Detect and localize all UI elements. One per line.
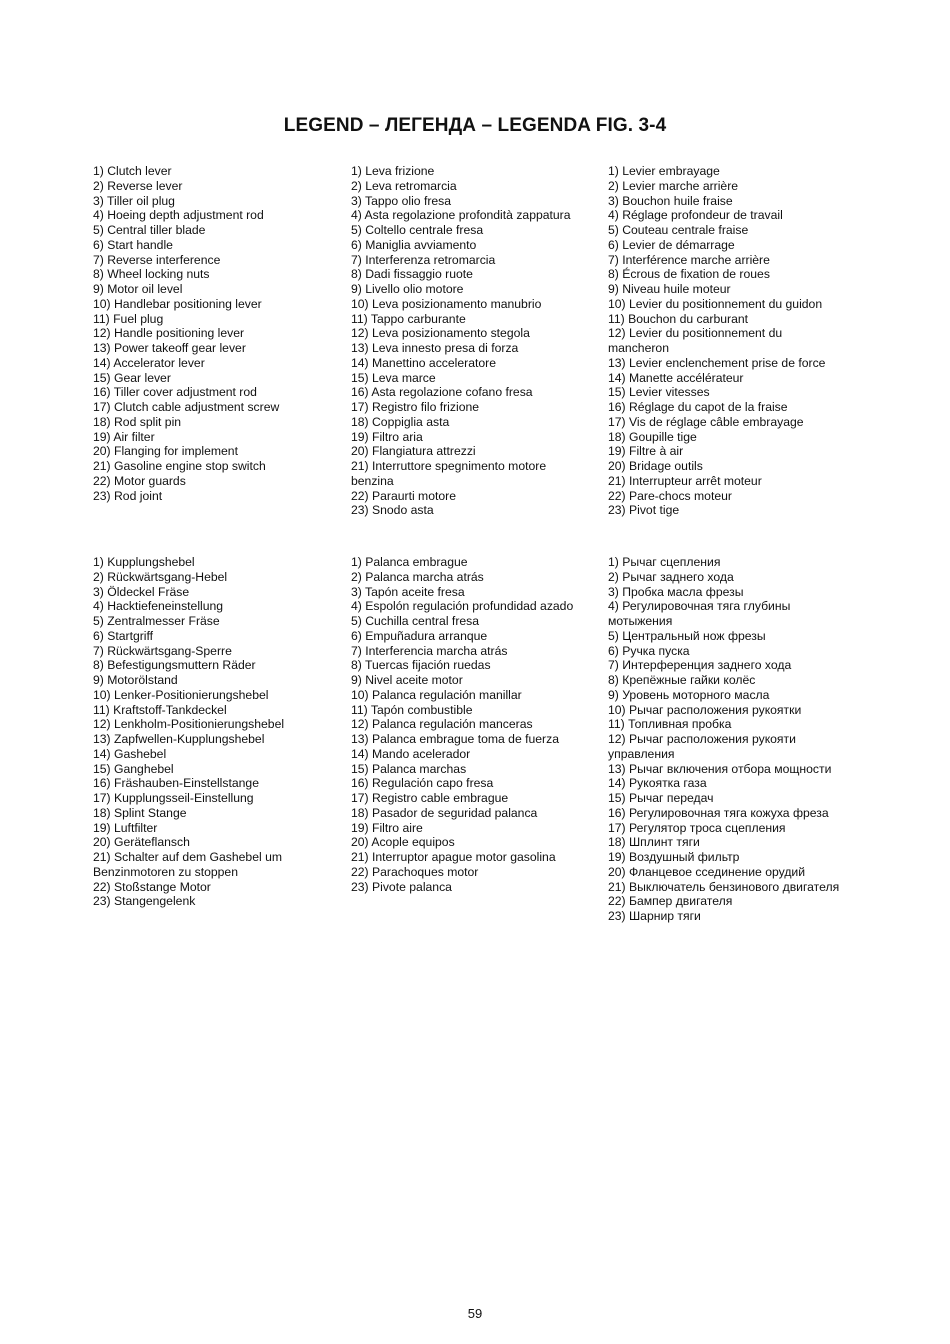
legend-item: 7) Interférence marche arrière [608,252,770,267]
legend-item: 12) Palanca regulación manceras [351,717,533,732]
legend-item: 11) Fuel plug [93,311,164,326]
legend-item: 10) Lenker-Positionierungshebel [93,687,269,702]
legend-item: 12) Рычаг расположения рукояти [608,732,796,746]
legend-item: 3) Tiller oil plug [93,193,175,208]
legend-item: 2) Рычаг заднего хода [608,569,734,584]
legend-item: 4) Регулировочная тяга глубины [608,599,791,614]
page-title: LEGEND – ЛЕГЕНДА – LEGENDA FIG. 3-4 [283,115,667,136]
legend-item: 8) Крепёжные гайки колёс [608,673,756,687]
legend-item: 12) Leva posizionamento stegola [351,326,530,341]
legend-column-french [608,164,860,518]
legend-item: 20) Bridage outils [608,459,703,473]
legend-item: 15) Рычаг передач [608,791,714,805]
legend-item: 17) Registro cable embrague [351,791,509,805]
legend-item: 18) Goupille tige [608,429,697,444]
legend-item: 19) Air filter [93,429,155,444]
legend-item: 16) Regulación capo fresa [351,776,494,791]
legend-item: 9) Nivel aceite motor [351,673,463,687]
legend-item: 5) Central tiller blade [93,223,206,237]
legend-item: 9) Уровень моторного масла [608,687,770,702]
legend-item: 22) Parachoques motor [351,864,479,879]
legend-item: 15) Leva marce [351,370,436,385]
legend-item: 13) Levier enclenchement prise de force [608,355,826,370]
legend-item: 18) Шплинт тяги [608,835,700,850]
legend-item: 3) Tappo olio fresa [351,193,452,208]
legend-item: 14) Manette accélérateur [608,370,744,385]
legend-item: 2) Levier marche arrière [608,178,739,193]
legend-item: 23) Rod joint [93,488,163,503]
legend-item: 23) Шарнир тяги [608,909,701,923]
legend-item: 21) Interruttore spegnimento motore [351,459,547,473]
legend-item: 11) Bouchon du carburant [608,311,749,326]
legend-item: 4) Espolón regulación profundidad azado [351,599,574,614]
legend-column-italian [351,164,601,518]
legend-item: 13) Рычаг включения отбора мощности [608,761,832,776]
legend-item: 5) Cuchilla central fresa [351,614,480,628]
legend-item: 17) Регулятор троса сцепления [608,820,786,835]
legend-item: 9) Motorölstand [93,673,178,687]
legend-item: 1) Рычаг сцепления [608,555,721,569]
legend-item: 15) Levier vitesses [608,385,710,400]
legend-item: 8) Wheel locking nuts [93,267,210,282]
legend-item: 10) Levier du positionnement du guidon [608,296,823,311]
legend-item: 15) Palanca marchas [351,761,467,776]
legend-item: 19) Воздушный фильтр [608,850,740,864]
legend-column-german [93,555,338,909]
legend-item: 23) Pivot tige [608,503,680,518]
legend-item: 4) Hoeing depth adjustment rod [93,208,264,223]
legend-item: 22) Stoßstange Motor [93,879,211,894]
legend-item: benzina [351,473,394,488]
legend-item: 13) Zapfwellen-Kupplungshebel [93,732,265,746]
legend-item: 20) Flangiatura attrezzi [351,444,476,459]
legend-item: 4) Asta regolazione profondità zappatura [351,208,571,223]
legend-item: 11) Tapón combustible [351,702,473,717]
legend-item: 23) Stangengelenk [93,894,196,909]
legend-item: 19) Filtro aire [351,820,423,835]
legend-item: 18) Pasador de seguridad palanca [351,805,538,820]
legend-item: мотыжения [608,614,673,628]
legend-item: 8) Écrous de fixation de roues [608,267,770,282]
legend-item: 2) Palanca marcha atrás [351,569,484,584]
legend-item: 13) Leva innesto presa di forza [351,341,519,355]
legend-item: 13) Palanca embrague toma de fuerza [351,732,559,746]
legend-item: 15) Gear lever [93,370,171,385]
legend-item: 1) Palanca embrague [351,555,468,569]
legend-item: 8) Befestigungsmuttern Räder [93,658,256,673]
page-number: 59 [467,1306,483,1321]
legend-item: 20) Flanging for implement [93,444,238,459]
legend-item: 14) Accelerator lever [93,355,205,370]
legend-item: управления [608,746,675,761]
legend-item: 5) Zentralmesser Fräse [93,614,220,628]
legend-item: 9) Niveau huile moteur [608,282,731,296]
legend-item: 1) Kupplungshebel [93,555,195,569]
legend-item: mancheron [608,341,669,355]
legend-item: 6) Start handle [93,237,173,252]
legend-column-russian [608,555,860,924]
legend-item: 4) Réglage profondeur de travail [608,208,783,223]
legend-item: 21) Interruptor apague motor gasolina [351,850,556,864]
legend-item: 21) Interrupteur arrêt moteur [608,473,762,488]
legend-item: 22) Pare-chocs moteur [608,488,732,503]
legend-item: 16) Réglage du capot de la fraise [608,400,788,414]
legend-item: 6) Maniglia avviamento [351,237,477,252]
legend-item: 14) Mando acelerador [351,746,471,761]
legend-item: 13) Power takeoff gear lever [93,341,246,355]
legend-item: 14) Gashebel [93,746,167,761]
legend-item: 14) Рукоятка газа [608,776,707,791]
legend-item: 3) Пробка масла фрезы [608,584,744,599]
legend-item: 6) Ручка пуска [608,643,690,658]
legend-item: 8) Tuercas fijación ruedas [351,658,491,673]
legend-item: 3) Bouchon huile fraise [608,193,733,208]
legend-item: 1) Levier embrayage [608,164,720,178]
legend-item: 9) Motor oil level [93,282,183,296]
legend-column-english [93,164,338,503]
legend-item: 6) Startgriff [93,628,154,643]
legend-item: 16) Asta regolazione cofano fresa [351,385,533,400]
legend-item: 21) Gasoline engine stop switch [93,459,266,473]
legend-item: 19) Filtro aria [351,429,423,444]
legend-item: 12) Lenkholm-Positionierungshebel [93,717,285,732]
legend-item: 12) Levier du positionnement du [608,326,783,341]
legend-item: 18) Splint Stange [93,805,187,820]
legend-item: 10) Leva posizionamento manubrio [351,296,542,311]
legend-item: 16) Tiller cover adjustment rod [93,385,257,400]
legend-item: 1) Clutch lever [93,164,172,178]
legend-item: 6) Empuñadura arranque [351,628,488,643]
legend-item: 7) Interferenza retromarcia [351,252,496,267]
legend-item: 4) Hacktiefeneinstellung [93,599,224,614]
legend-item: 21) Выключатель бензинового двигателя [608,879,840,894]
legend-item: 6) Levier de démarrage [608,237,735,252]
legend-item: 23) Snodo asta [351,503,434,518]
legend-item: 11) Топливная пробка [608,717,732,732]
legend-item: 10) Рычаг расположения рукоятки [608,702,802,717]
legend-item: 19) Filtre à air [608,444,684,459]
legend-item: 3) Öldeckel Fräse [93,584,190,599]
legend-item: 19) Luftfilter [93,820,158,835]
legend-item: 2) Leva retromarcia [351,178,457,193]
legend-item: 5) Couteau centrale fraise [608,223,749,237]
legend-item: 20) Фланцевое ссединение орудий [608,864,806,879]
legend-item: 10) Palanca regulación manillar [351,687,522,702]
legend-item: 3) Tapón aceite fresa [351,584,465,599]
legend-item: 17) Kupplungsseil-Einstellung [93,791,254,805]
legend-item: 17) Registro filo frizione [351,400,480,414]
legend-item: 16) Fräshauben-Einstellstange [93,776,259,791]
legend-item: 22) Motor guards [93,473,186,488]
legend-item: 7) Interferencia marcha atrás [351,643,508,658]
legend-item: 7) Интерференция заднего хода [608,658,792,673]
legend-item: 21) Schalter auf dem Gashebel um [93,850,283,864]
legend-column-spanish [351,555,601,894]
legend-item: 5) Центральный нож фрезы [608,628,766,643]
legend-item: 10) Handlebar positioning lever [93,296,262,311]
legend-item: 11) Kraftstoff-Tankdeckel [93,702,227,717]
legend-item: 11) Tappo carburante [351,311,466,326]
legend-item: 9) Livello olio motore [351,282,464,296]
legend-item: 1) Leva frizione [351,164,435,178]
legend-item: 18) Rod split pin [93,414,182,429]
legend-item: 23) Pivote palanca [351,879,452,894]
legend-item: 16) Регулировочная тяга кожуха фреза [608,805,829,820]
legend-item: 8) Dadi fissaggio ruote [351,267,473,282]
legend-item: 17) Clutch cable adjustment screw [93,400,280,414]
legend-item: 5) Coltello centrale fresa [351,223,484,237]
legend-item: 20) Acople equipos [351,835,455,850]
legend-item: 22) Бампер двигателя [608,894,733,909]
legend-item: 15) Ganghebel [93,761,174,776]
legend-item: 22) Paraurti motore [351,488,456,503]
legend-item: 17) Vis de réglage câble embrayage [608,414,804,429]
legend-item: 2) Reverse lever [93,178,183,193]
legend-item: Benzinmotoren zu stoppen [93,864,238,879]
legend-item: 2) Rückwärtsgang-Hebel [93,569,228,584]
legend-item: 7) Reverse interference [93,252,221,267]
legend-item: 14) Manettino acceleratore [351,355,496,370]
legend-item: 20) Geräteflansch [93,835,190,850]
legend-item: 18) Coppiglia asta [351,414,450,429]
legend-item: 7) Rückwärtsgang-Sperre [93,643,232,658]
legend-item: 12) Handle positioning lever [93,326,245,341]
